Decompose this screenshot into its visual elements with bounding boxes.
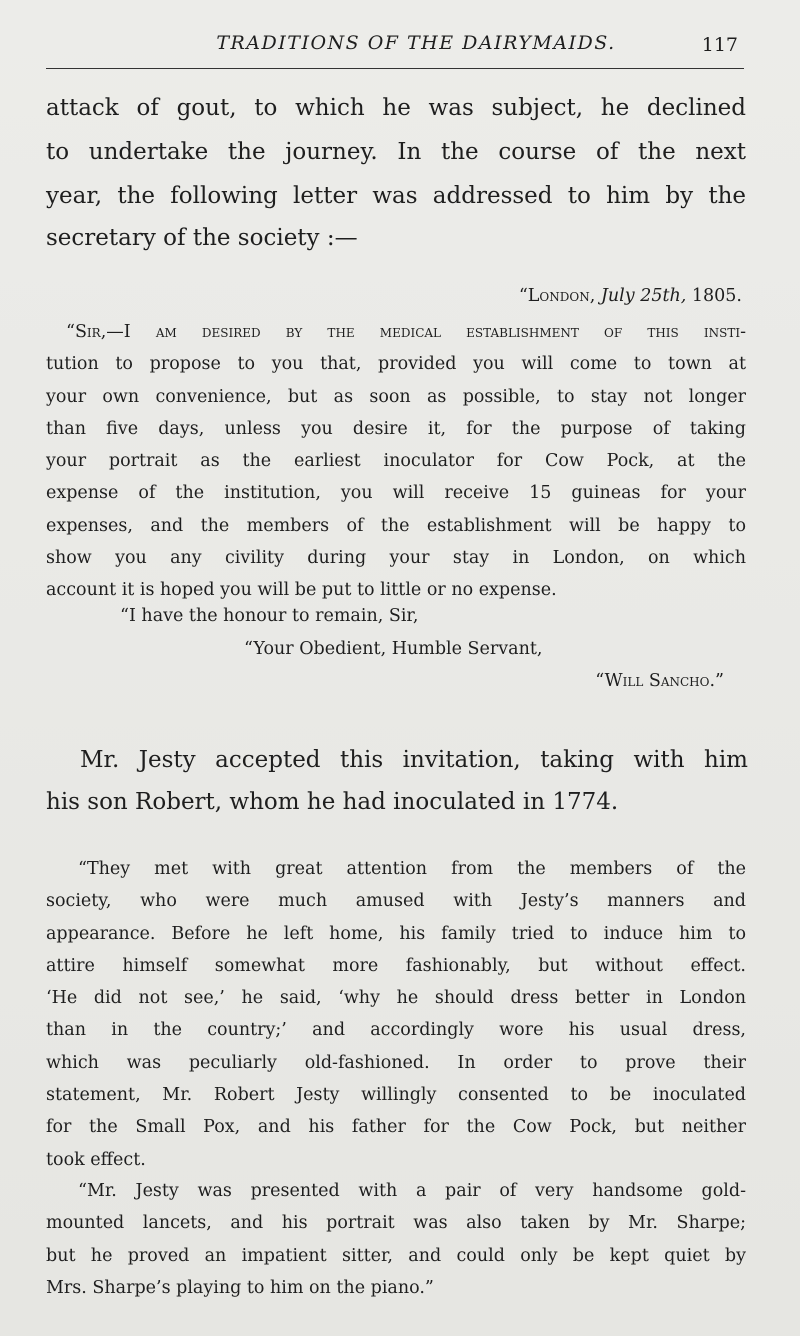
- letter-signature: “Will Sancho.”: [595, 671, 724, 691]
- letter-dateline: [519, 286, 742, 306]
- quote-line: took effect.: [46, 1149, 146, 1170]
- letter-line: your portrait as the earliest inoculator for Cow Pock, at the: [46, 451, 746, 472]
- running-title: TRADITIONS OF THE DAIRYMAIDS.: [216, 32, 616, 54]
- header-rule: [46, 68, 744, 69]
- quote-line: “Mr. Jesty was presented with a pair of very handsome gold-: [78, 1181, 746, 1201]
- running-head: [46, 32, 746, 60]
- quote-line: than in the country;’ and accordingly wore his usual dress,: [46, 1020, 746, 1041]
- dateline-year: 1805.: [686, 286, 742, 306]
- letter-line: expenses, and the members of the establishment will be happy to: [46, 515, 746, 536]
- letter-line: your own convenience, but as soon as possible, to stay not longer: [46, 386, 746, 407]
- dateline-date: July 25th,: [600, 286, 687, 306]
- quote-paragraph-2: [46, 1175, 746, 1304]
- quote-line: but he proved an impatient sitter, and could only be kept quiet by: [46, 1245, 746, 1266]
- quote-line: Mrs. Sharpe’s playing to him on the piano.”: [46, 1277, 434, 1298]
- quote-line: attire himself somewhat more fashionably, but without effect.: [46, 955, 746, 976]
- letter-closing-1: “I have the honour to remain, Sir,: [120, 606, 419, 626]
- letter-line: tution to propose to you that, provided you will come to town at: [46, 354, 746, 375]
- intro-line: to undertake the journey. In the course of the next: [46, 139, 746, 165]
- quote-line: which was peculiarly old-fashioned. In order to prove their: [46, 1052, 746, 1073]
- middle-line: Mr. Jesty accepted this invitation, taking with him: [80, 747, 748, 773]
- letter-line: [46, 316, 746, 348]
- quote-paragraph-1: [46, 853, 746, 1176]
- intro-line: secretary of the society :—: [46, 225, 358, 251]
- quote-line: appearance. Before he left home, his family tried to induce him to: [46, 923, 746, 944]
- quote-line: society, who were much amused with Jesty’s manners and: [46, 891, 746, 912]
- letter-line: account it is hoped you will be put to little or no expense.: [46, 580, 557, 601]
- letter-line: show you any civility during your stay in London, on which: [46, 548, 746, 569]
- quote-line: mounted lancets, and his portrait was also taken by Mr. Sharpe;: [46, 1213, 746, 1234]
- quote-line: statement, Mr. Robert Jesty willingly consented to be inoculated: [46, 1085, 746, 1106]
- quote-line: for the Small Pox, and his father for the Cow Pock, but neither: [46, 1117, 746, 1138]
- quote-line: “They met with great attention from the members of the: [78, 859, 746, 879]
- dateline-place: “London,: [518, 286, 601, 306]
- letter-body: [46, 316, 746, 607]
- intro-line: attack of gout, to which he was subject, he declined: [46, 95, 746, 121]
- letter-salutation-line: “Sir,—I am desired by the medical establishment of this insti-: [66, 322, 746, 342]
- letter-closing-2: “Your Obedient, Humble Servant,: [244, 639, 543, 659]
- middle-line: his son Robert, whom he had inoculated in 1774.: [46, 789, 619, 815]
- page-number: 117: [701, 34, 738, 56]
- letter-line: than five days, unless you desire it, for the purpose of taking: [46, 418, 746, 439]
- quote-line: ‘He did not see,’ he said, ‘why he should dress better in London: [46, 988, 746, 1009]
- intro-line: year, the following letter was addressed to him by the: [46, 183, 746, 209]
- letter-line: expense of the institution, you will receive 15 guineas for your: [46, 483, 746, 504]
